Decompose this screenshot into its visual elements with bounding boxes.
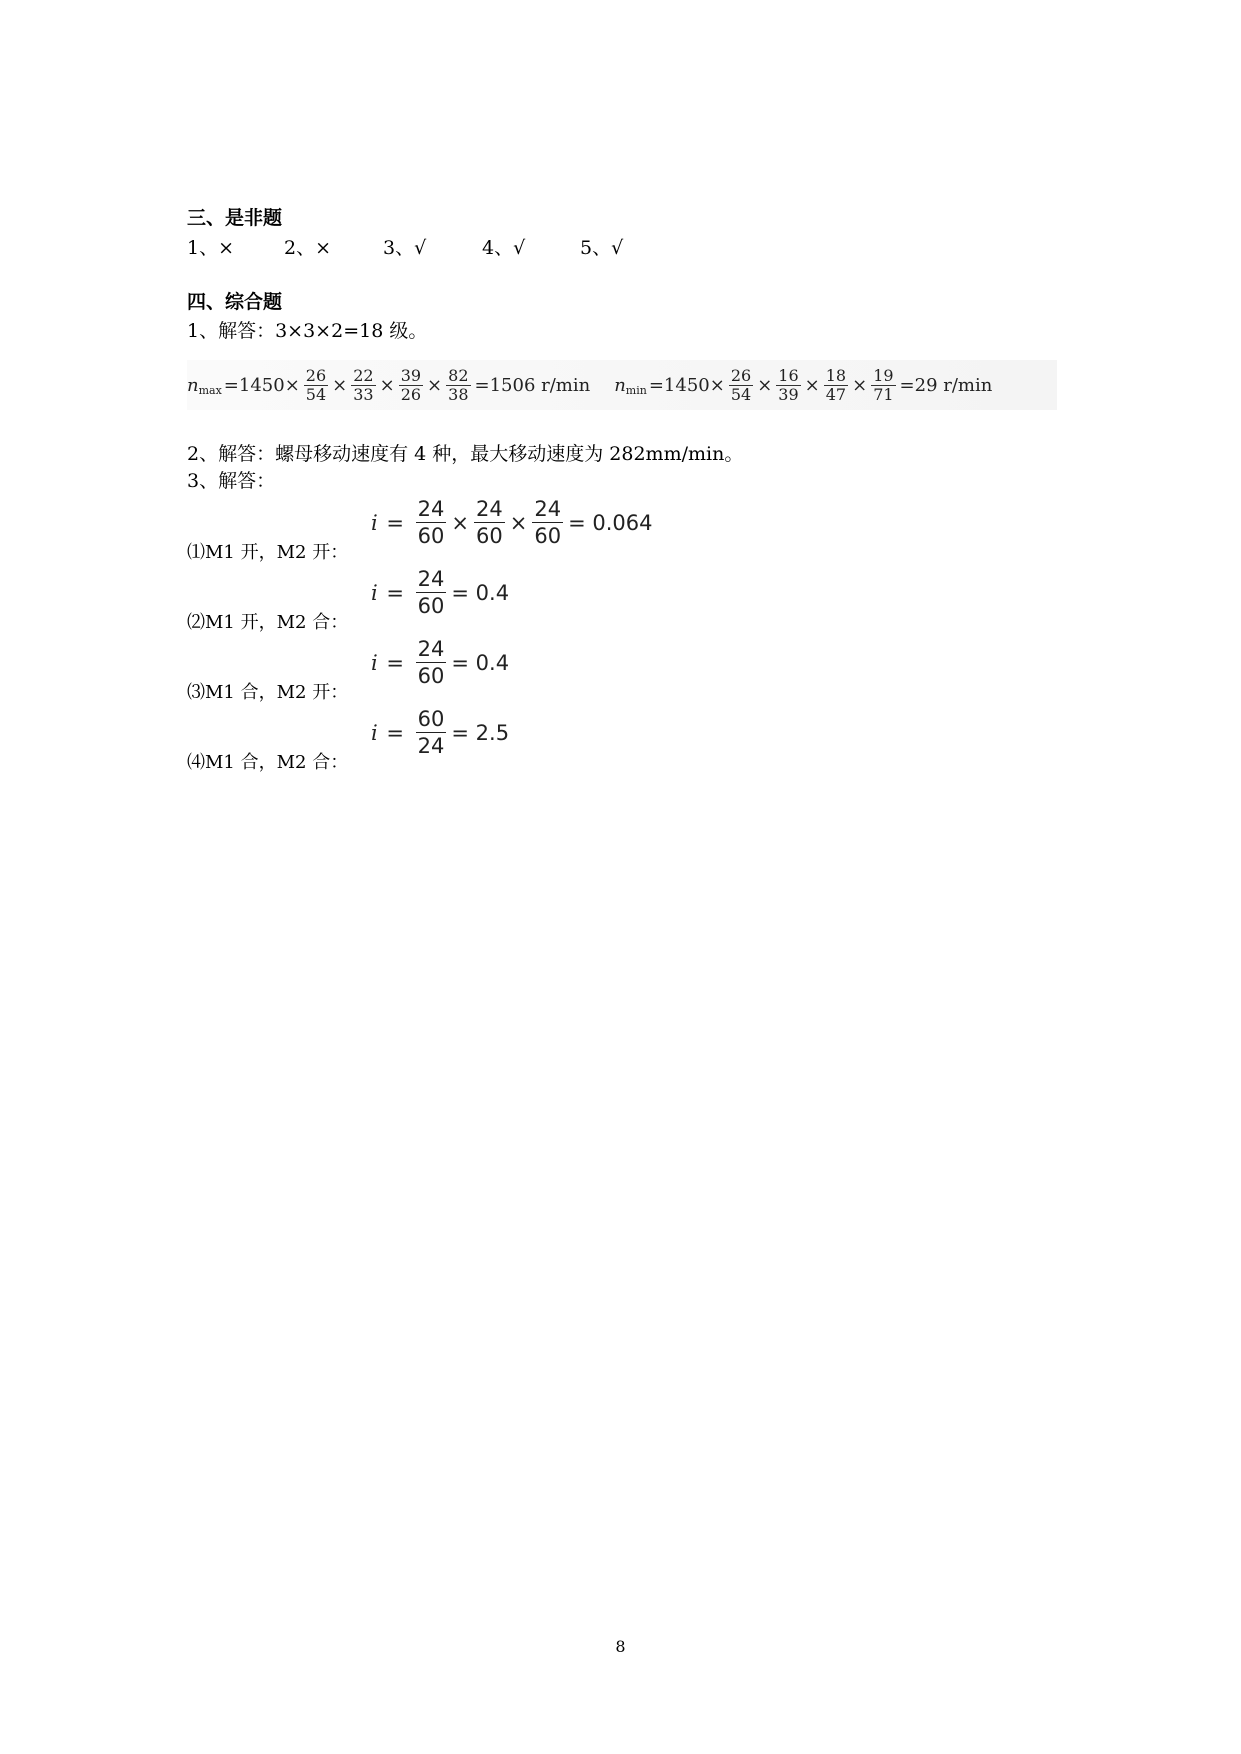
nmin-result: =29 r/min xyxy=(899,374,993,396)
numerator: 18 xyxy=(825,365,847,385)
equals-sign: = xyxy=(379,580,411,605)
tf-answer-2: 2、× xyxy=(284,237,332,259)
numerator: 26 xyxy=(305,365,327,385)
case-3-formula xyxy=(371,636,511,689)
denominator: 60 xyxy=(417,594,445,618)
numerator: 22 xyxy=(353,365,374,385)
denominator: 54 xyxy=(730,384,752,404)
tf-answer-4: 4、√ xyxy=(482,237,526,259)
numerator: 26 xyxy=(730,365,752,385)
fraction xyxy=(729,367,753,404)
fraction xyxy=(399,367,423,404)
denominator: 24 xyxy=(417,734,445,758)
nmax-result: =1506 r/min xyxy=(474,374,591,396)
times-sign: × xyxy=(804,374,820,396)
nmin-var: n xyxy=(614,374,626,396)
equals-sign: = xyxy=(379,720,411,745)
numerator: 82 xyxy=(448,365,469,385)
fraction xyxy=(416,706,447,759)
answer-3-text: 3、解答： xyxy=(187,470,276,492)
nmin-sub: min xyxy=(625,383,647,397)
answer-2-text: 2、解答：螺母移动速度有 4 种，最大移动速度为 282mm/min。 xyxy=(187,443,744,465)
denominator: 39 xyxy=(778,384,799,404)
tf-answer-3: 3、√ xyxy=(383,237,427,259)
numerator: 24 xyxy=(534,497,562,521)
case-1-label: ⑴M1 开，M2 开： xyxy=(187,542,349,563)
denominator: 26 xyxy=(400,384,422,404)
ratio-var: i xyxy=(371,720,378,745)
numerator: 60 xyxy=(417,707,445,731)
numerator: 39 xyxy=(400,365,422,385)
ratio-var: i xyxy=(371,650,378,675)
ratio-var: i xyxy=(371,510,378,535)
denominator: 60 xyxy=(476,524,503,548)
case-4-label: ⑷M1 合，M2 合： xyxy=(187,752,349,773)
denominator: 71 xyxy=(873,384,894,404)
nmin-formula xyxy=(614,367,994,404)
denominator: 60 xyxy=(417,664,445,688)
fraction xyxy=(871,367,895,404)
case-4-formula xyxy=(371,706,511,759)
fraction xyxy=(304,367,328,404)
tf-answer-5: 5、√ xyxy=(580,237,624,259)
ratio-var: i xyxy=(371,580,378,605)
nmax-pre: =1450× xyxy=(223,374,300,396)
tf-answer-1: 1、× xyxy=(187,237,235,259)
denominator: 60 xyxy=(534,524,562,548)
fraction xyxy=(416,566,447,619)
denominator: 60 xyxy=(417,524,445,548)
times-sign: × xyxy=(332,374,348,396)
denominator: 38 xyxy=(448,384,469,404)
times-sign: × xyxy=(509,510,528,535)
fraction xyxy=(532,496,563,549)
equals-sign: = xyxy=(379,510,411,535)
numerator: 24 xyxy=(417,637,445,661)
denominator: 33 xyxy=(353,384,374,404)
fraction xyxy=(776,367,800,404)
case-1-formula xyxy=(371,496,654,549)
times-sign: × xyxy=(427,374,443,396)
nmin-pre: =1450× xyxy=(648,374,725,396)
nmax-sub: max xyxy=(198,383,222,397)
fraction xyxy=(416,496,447,549)
numerator: 19 xyxy=(873,365,894,385)
case-1-result: = 0.064 xyxy=(568,510,653,535)
nmax-var: n xyxy=(187,374,199,396)
case-2-label: ⑵M1 开，M2 合： xyxy=(187,612,349,633)
nmax-formula xyxy=(187,367,592,404)
case-2-formula xyxy=(371,566,511,619)
numerator: 24 xyxy=(417,567,445,591)
case-4-result: = 2.5 xyxy=(451,720,510,745)
numerator: 24 xyxy=(417,497,445,521)
times-sign: × xyxy=(757,374,773,396)
fraction xyxy=(446,367,470,404)
speed-formula-image xyxy=(187,360,1057,410)
section-4-title: 四、综合题 xyxy=(187,291,283,313)
fraction xyxy=(474,496,505,549)
case-3-result: = 0.4 xyxy=(451,650,510,675)
answer-1-text: 1、解答：3×3×2=18 级。 xyxy=(187,320,428,342)
times-sign: × xyxy=(451,510,470,535)
times-sign: × xyxy=(852,374,868,396)
case-3-label: ⑶M1 合，M2 开： xyxy=(187,682,349,703)
fraction xyxy=(824,367,848,404)
fraction xyxy=(351,367,375,404)
numerator: 16 xyxy=(778,365,799,385)
equals-sign: = xyxy=(379,650,411,675)
denominator: 47 xyxy=(825,384,847,404)
denominator: 54 xyxy=(305,384,327,404)
fraction xyxy=(416,636,447,689)
section-3-title: 三、是非题 xyxy=(187,207,283,229)
case-2-result: = 0.4 xyxy=(451,580,510,605)
numerator: 24 xyxy=(476,497,503,521)
page-number: 8 xyxy=(615,1637,626,1656)
times-sign: × xyxy=(379,374,395,396)
